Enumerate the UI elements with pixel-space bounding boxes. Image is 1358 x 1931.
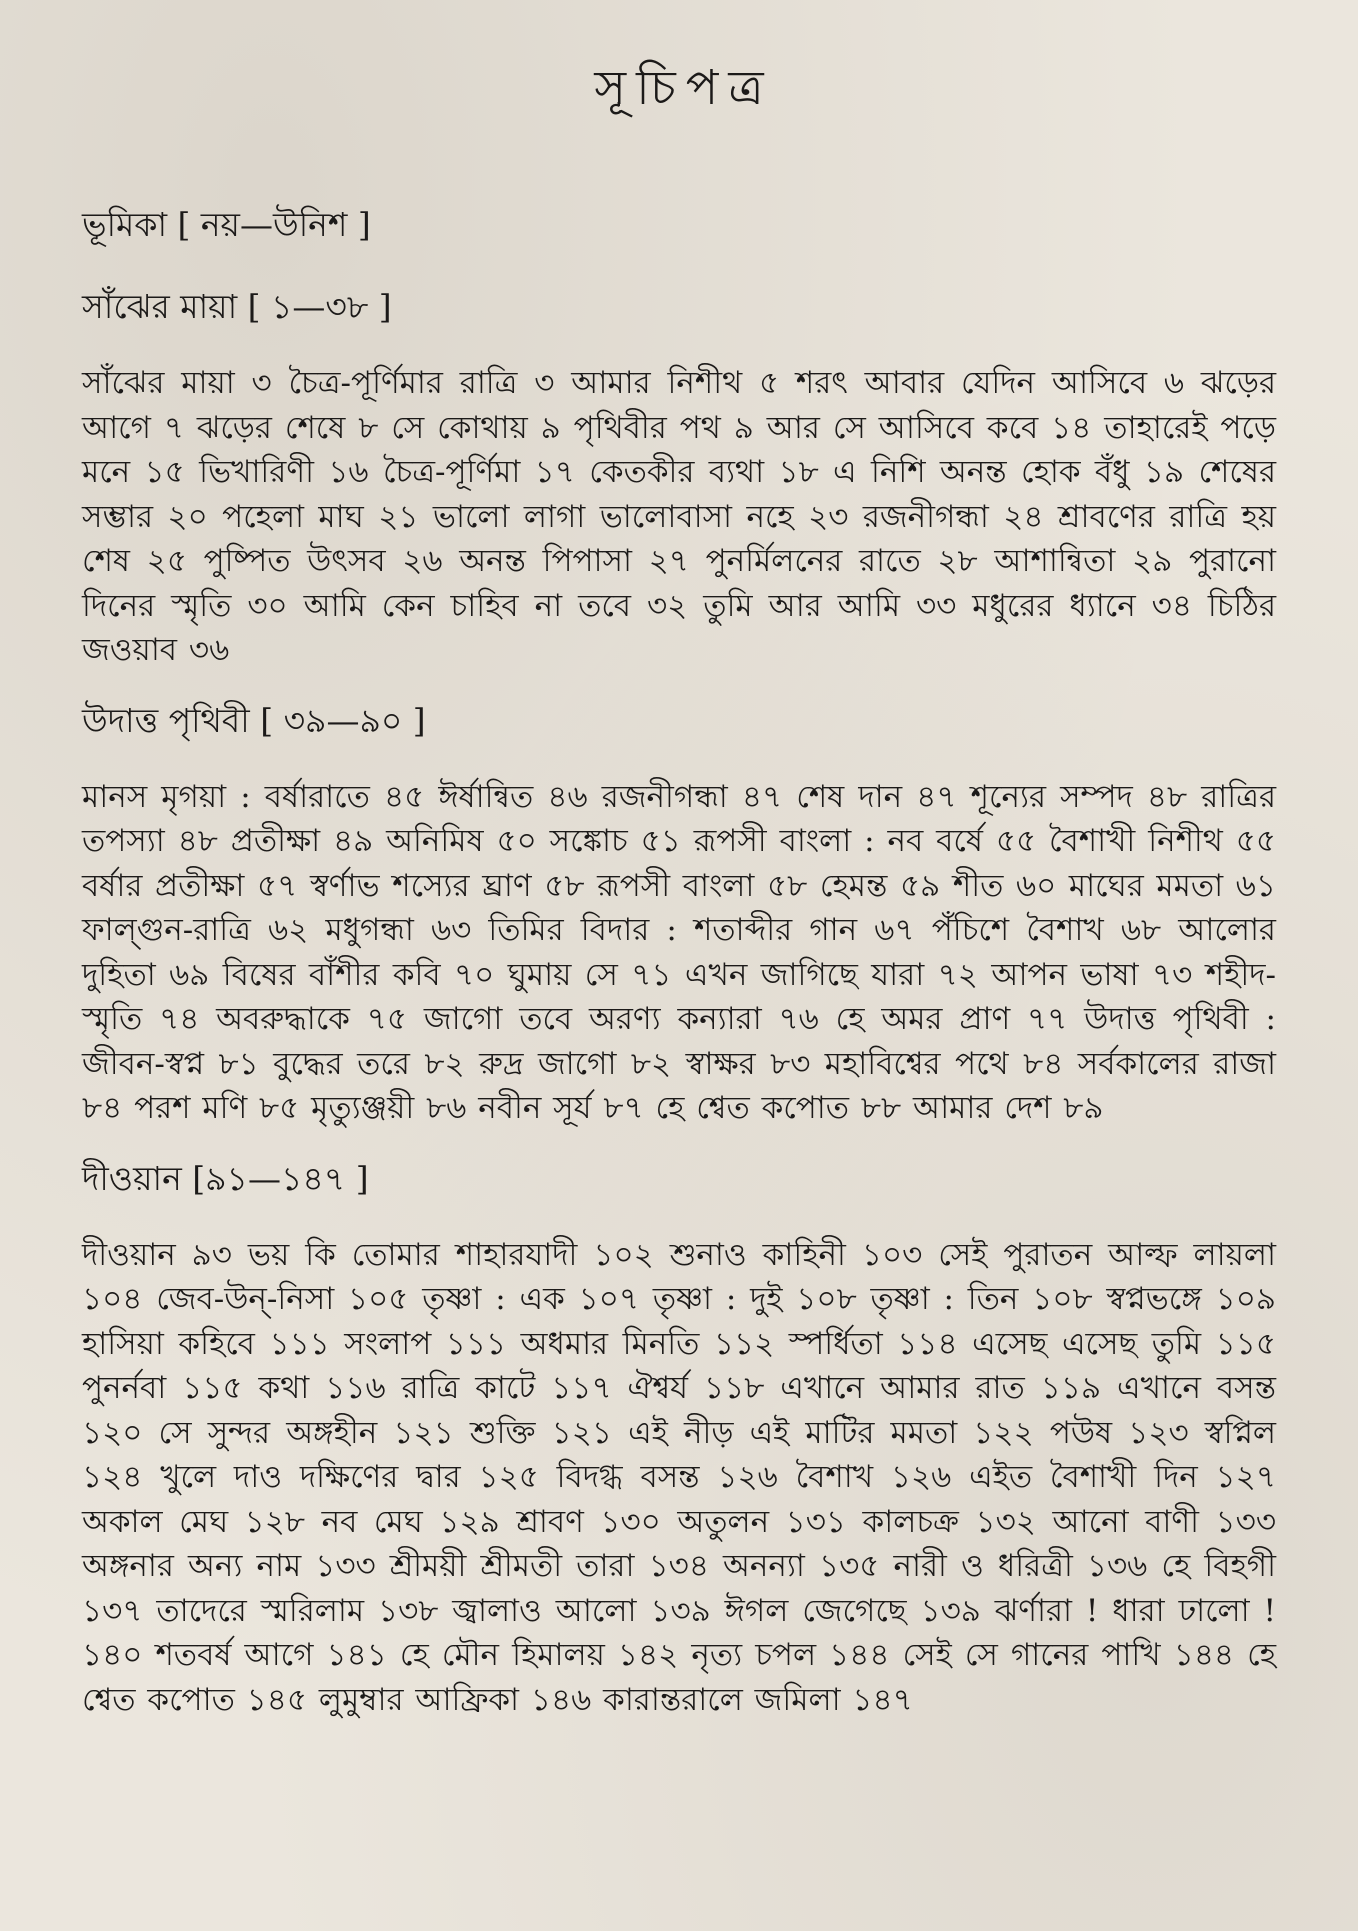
page-title: সূচিপত্র	[594, 60, 774, 116]
section-entries: সাঁঝের মায়া ৩ চৈত্র-পূর্ণিমার রাত্রি ৩ আমার নিশীথ ৫ শরৎ আবার যেদিন আসিবে ৬ ঝড়ের আগে ৭ ঝড়ের শেষে ৮ সে কোথায় ৯ পৃথিবীর পথ ৯ আর সে আসিবে কবে ১৪ তাহারেই পড়ে মনে ১৫ ভিখারিণী ১৬ চৈত্র-পূর্ণিমা ১৭ কেতকীর ব্যথা ১৮ এ নিশি অনন্ত হোক বঁধু ১৯ শেষের সম্ভার ২০ পহেলা মাঘ ২১ ভালো লাগা ভালোবাসা নহে ২৩ রজনীগন্ধা ২৪ শ্রাবণের রাত্রি হয় শেষ ২৫ পুষ্পিত উৎসব ২৬ অনন্ত পিপাসা ২৭ পুনর্মিলনের রাতে ২৮ আশান্বিতা ২৯ পুরানো দিনের স্মৃতি ৩০ আমি কেন চাহিব না তবে ৩২ তুমি আর আমি ৩৩ মধুরের ধ্যানে ৩৪ চিঠির জওয়াব ৩৬	[82, 365, 1276, 668]
section-entries: দীওয়ান ৯৩ ভয় কি তোমার শাহারযাদী ১০২ শুনাও কাহিনী ১০৩ সেই পুরাতন আল্ফ লায়লা ১০৪ জেব-উন্-নিসা ১০৫ তৃষ্ণা : এক ১০৭ তৃষ্ণা : দুই ১০৮ তৃষ্ণা : তিন ১০৮ স্বপ্নভঙ্গে ১০৯ হাসিয়া কহিবে ১১১ সংলাপ ১১১ অধমার মিনতি ১১২ স্পর্ধিতা ১১৪ এসেছ এসেছ তুমি ১১৫ পুনর্নবা ১১৫ কথা ১১৬ রাত্রি কাটে ১১৭ ঐশ্বর্য ১১৮ এখানে আমার রাত ১১৯ এখানে বসন্ত ১২০ সে সুন্দর অঙ্গহীন ১২১ শুক্তি ১২১ এই নীড় এই মাটির মমতা ১২২ পউষ ১২৩ স্বপ্নিল ১২৪ খুলে দাও দক্ষিণের দ্বার ১২৫ বিদগ্ধ বসন্ত ১২৬ বৈশাখ ১২৬ এইত বৈশাখী দিন ১২৭ অকাল মেঘ ১২৮ নব মেঘ ১২৯ শ্রাবণ ১৩০ অতুলন ১৩১ কালচক্র ১৩২ আনো বাণী ১৩৩ অঙ্গনার অন্য নাম ১৩৩ শ্রীময়ী শ্রীমতী তারা ১৩৪ অনন্যা ১৩৫ নারী ও ধরিত্রী ১৩৬ হে বিহগী ১৩৭ তাদেরে স্মরিলাম ১৩৮ জ্বালাও আলো ১৩৯ ঈগল জেগেছে ১৩৯ ঝর্ণারা ! ধারা ঢালো ! ১৪০ শতবর্ষ আগে ১৪১ হে মৌন হিমালয় ১৪২ নৃত্য চপল ১৪৪ সেই সে গানের পাখি ১৪৪ হে শ্বেত কপোত ১৪৫ লুমুম্বার আফ্রিকা ১৪৬ কারান্তরালে জমিলা ১৪৭	[82, 1236, 1276, 1718]
section-heading: দীওয়ান [৯১—১৪৭ ]	[82, 1158, 369, 1198]
section-sanjher-maya	[82, 281, 1276, 673]
intro-heading: ভূমিকা [ নয়—উনিশ ]	[82, 205, 371, 244]
section-heading: সাঁঝের মায়া [ ১—৩৮ ]	[82, 287, 392, 326]
section-udatta-prithibi	[82, 695, 1276, 1131]
section-heading: উদাত্ত পৃথিবী [ ৩৯—৯০ ]	[82, 700, 426, 740]
section-diwan	[82, 1153, 1276, 1723]
section-entries: মানস মৃগয়া : বর্ষারাতে ৪৫ ঈর্ষান্বিত ৪৬ রজনীগন্ধা ৪৭ শেষ দান ৪৭ শূন্যের সম্পদ ৪৮ রাত্রির তপস্যা ৪৮ প্রতীক্ষা ৪৯ অনিমিষ ৫০ সঙ্কোচ ৫১ রূপসী বাংলা : নব বর্ষে ৫৫ বৈশাখী নিশীথ ৫৫ বর্ষার প্রতীক্ষা ৫৭ স্বর্ণাভ শস্যের ঘ্রাণ ৫৮ রূপসী বাংলা ৫৮ হেমন্ত ৫৯ শীত ৬০ মাঘের মমতা ৬১ ফাল্গুন-রাত্রি ৬২ মধুগন্ধা ৬৩ তিমির বিদার : শতাব্দীর গান ৬৭ পঁচিশে বৈশাখ ৬৮ আলোর দুহিতা ৬৯ বিষের বাঁশীর কবি ৭০ ঘুমায় সে ৭১ এখন জাগিছে যারা ৭২ আপন ভাষা ৭৩ শহীদ-স্মৃতি ৭৪ অবরুদ্ধাকে ৭৫ জাগো তবে অরণ্য কন্যারা ৭৬ হে অমর প্রাণ ৭৭ উদাত্ত পৃথিবী : জীবন-স্বপ্ন ৮১ বুদ্ধের তরে ৮২ রুদ্র জাগো ৮২ স্বাক্ষর ৮৩ মহাবিশ্বের পথে ৮৪ সর্বকালের রাজা ৮৪ পরশ মণি ৮৫ মৃত্যুঞ্জয়ী ৮৬ নবীন সূর্য ৮৭ হে শ্বেত কপোত ৮৮ আমার দেশ ৮৯	[82, 778, 1276, 1126]
